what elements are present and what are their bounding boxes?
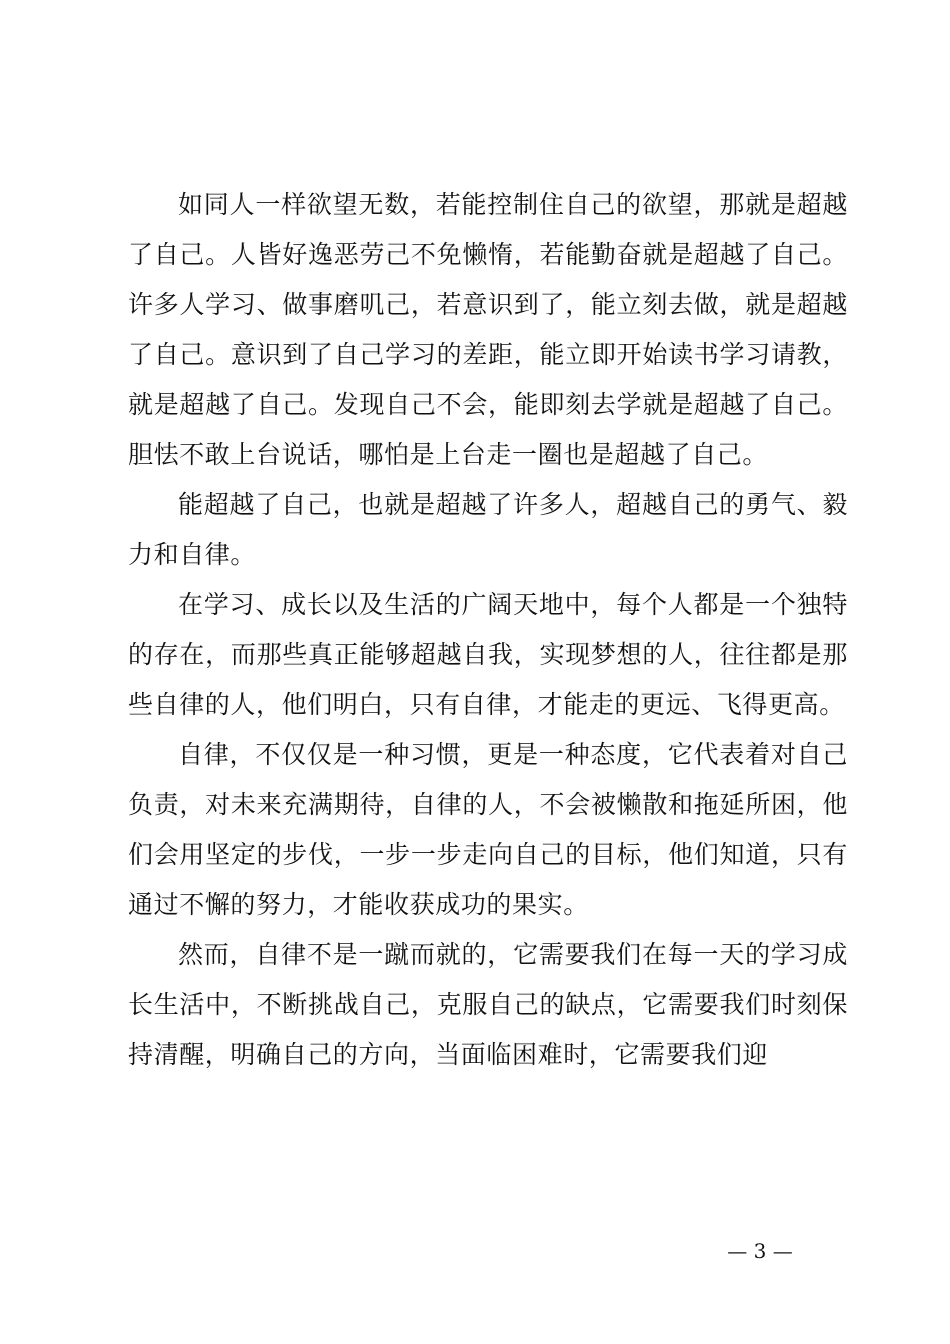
paragraph-1: 如同人一样欲望无数，若能控制住自己的欲望，那就是超越了自己。人皆好逸恶劳己不免懒惰，若能勤奋就是超越了自己。许多人学习、做事磨叽己，若意识到了，能立刻去做，就是超越了自己。意识到了自己学习的差距，能立即开始读书学习请教，就是超越了自己。发现自己不会，能即刻去学就是超越了自己。胆怯不敢上台说话，哪怕是上台走一圈也是超越了自己。: [128, 190, 848, 469]
body-text: [128, 180, 848, 1080]
paragraph-2: 能超越了自己，也就是超越了许多人，超越自己的勇气、毅力和自律。: [128, 490, 848, 569]
paragraph-3: 在学习、成长以及生活的广阔天地中，每个人都是一个独特的存在，而那些真正能够超越自我，实现梦想的人，往往都是那些自律的人，他们明白，只有自律，才能走的更远、飞得更高。: [128, 590, 848, 719]
paragraph-5: 然而，自律不是一蹴而就的，它需要我们在每一天的学习成长生活中，不断挑战自己，克服自己的缺点，它需要我们时刻保持清醒，明确自己的方向，当面临困难时，它需要我们迎: [128, 940, 848, 1069]
paragraph-4: 自律，不仅仅是一种习惯，更是一种态度，它代表着对自己负责，对未来充满期待，自律的人，不会被懒散和拖延所困，他们会用坚定的步伐，一步一步走向自己的目标，他们知道，只有通过不懈的努力，才能收获成功的果实。: [128, 740, 848, 919]
page-number: — 3 —: [727, 1239, 793, 1263]
